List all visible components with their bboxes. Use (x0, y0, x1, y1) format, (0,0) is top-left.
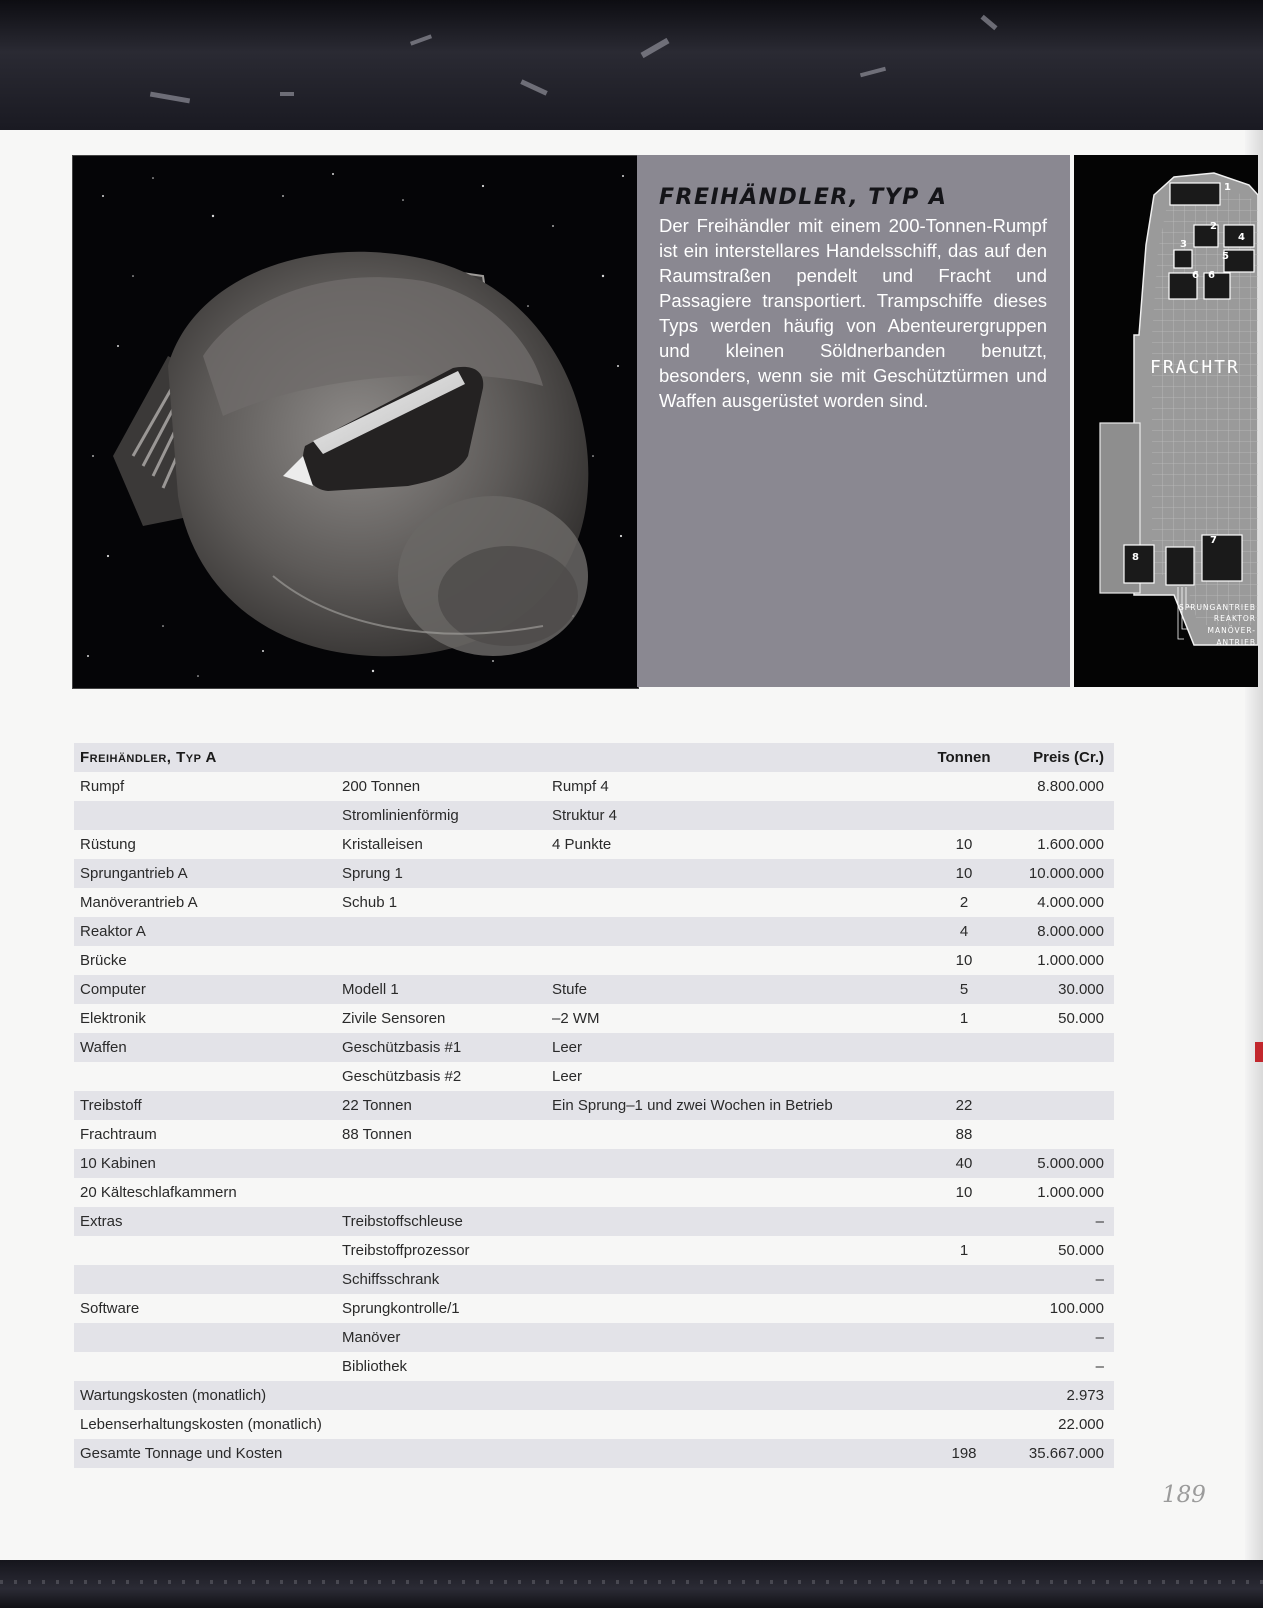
deckplan-room-6a: 6 (1192, 270, 1199, 281)
table-header-blank (546, 743, 918, 772)
summary-row-life-support (74, 1410, 1114, 1439)
deckplan-legend-drive: ANTRIEB (1216, 638, 1256, 647)
deckplan-room-4: 4 (1238, 232, 1245, 243)
article-title: FREIHÄNDLER, TYP A (659, 185, 948, 210)
cell-component: Computer (74, 975, 336, 1004)
cell-tons: 40 (918, 1149, 1010, 1178)
cell-detail (546, 1178, 918, 1207)
deckplan-room-1: 1 (1224, 182, 1231, 193)
cell-component: Rüstung (74, 830, 336, 859)
cell-price: 5.000.000 (1010, 1149, 1114, 1178)
cell-price: 4.000.000 (1010, 888, 1114, 917)
cell-component (74, 1323, 336, 1352)
cell-tons: 22 (918, 1091, 1010, 1120)
cell-spec (336, 1149, 546, 1178)
table-row (74, 1265, 1114, 1294)
cell-spec (336, 1178, 546, 1207)
cell-tons: 5 (918, 975, 1010, 1004)
cell-tons (918, 1294, 1010, 1323)
cell-tons: 2 (918, 888, 1010, 917)
summary-row-total (74, 1439, 1114, 1468)
cell-spec: Schub 1 (336, 888, 546, 917)
cell-price: 50.000 (1010, 1004, 1114, 1033)
cell-price (1010, 801, 1114, 830)
table-row (74, 1323, 1114, 1352)
cell-component: Software (74, 1294, 336, 1323)
table-row (74, 801, 1114, 830)
cell-tons (918, 1207, 1010, 1236)
cell-price (1010, 1120, 1114, 1149)
cell-tons: 10 (918, 859, 1010, 888)
table-row (74, 1207, 1114, 1236)
deckplan-legend-jump: SPRUNGANTRIEB (1178, 603, 1256, 612)
cell-detail: –2 WM (546, 1004, 918, 1033)
cell-detail: Rumpf 4 (546, 772, 918, 801)
cell-price: 22.000 (1010, 1410, 1114, 1439)
cell-spec: 200 Tonnen (336, 772, 546, 801)
cell-tons (918, 1352, 1010, 1381)
cell-detail: 4 Punkte (546, 830, 918, 859)
cell-detail (546, 1323, 918, 1352)
cell-price: 100.000 (1010, 1294, 1114, 1323)
cell-detail (546, 888, 918, 917)
cell-component: Reaktor A (74, 917, 336, 946)
cell-detail (546, 1207, 918, 1236)
cell-price (1010, 1033, 1114, 1062)
table-header-tons: Tonnen (918, 743, 1010, 772)
cell-tons (918, 1381, 1010, 1410)
cell-detail: Leer (546, 1062, 918, 1091)
table-row (74, 1178, 1114, 1207)
cell-spec: Zivile Sensoren (336, 1004, 546, 1033)
cell-tons: 4 (918, 917, 1010, 946)
table-header-price: Preis (Cr.) (1010, 743, 1114, 772)
cell-price: – (1010, 1265, 1114, 1294)
cell-detail (546, 1149, 918, 1178)
deckplan-room-8: 8 (1132, 552, 1139, 563)
cell-tons: 10 (918, 830, 1010, 859)
table-row (74, 917, 1114, 946)
table-header-ship: Freihändler, Typ A (74, 743, 336, 772)
table-row (74, 1004, 1114, 1033)
cell-detail (546, 1236, 918, 1265)
cell-price: 50.000 (1010, 1236, 1114, 1265)
cell-summary-label: Gesamte Tonnage und Kosten (74, 1439, 918, 1468)
cell-component: Extras (74, 1207, 336, 1236)
deckplan-room-2: 2 (1210, 221, 1217, 232)
table-header-row (74, 743, 1114, 772)
cell-detail (546, 1352, 918, 1381)
cell-spec: Treibstoffprozessor (336, 1236, 546, 1265)
header-space-image (0, 0, 1263, 130)
cell-tons (918, 772, 1010, 801)
ship-illustration (72, 155, 639, 689)
cell-tons: 1 (918, 1236, 1010, 1265)
cell-component (74, 1265, 336, 1294)
table-row (74, 1062, 1114, 1091)
cell-tons: 10 (918, 1178, 1010, 1207)
cell-detail: Ein Sprung–1 und zwei Wochen in Betrieb (546, 1091, 918, 1120)
cell-detail (546, 1265, 918, 1294)
cell-price (1010, 1062, 1114, 1091)
deckplan-room-5: 5 (1222, 251, 1229, 262)
table-row (74, 1091, 1114, 1120)
page-number: 189 (1162, 1482, 1206, 1508)
cell-spec: Sprung 1 (336, 859, 546, 888)
table-row (74, 830, 1114, 859)
table-row (74, 1236, 1114, 1265)
table-row (74, 859, 1114, 888)
cell-detail: Stufe (546, 975, 918, 1004)
cell-spec: Bibliothek (336, 1352, 546, 1381)
cell-component (74, 1352, 336, 1381)
deckplan-cargo-label: FRACHTR (1150, 357, 1240, 378)
cell-spec: Treibstoffschleuse (336, 1207, 546, 1236)
cell-component: Sprungantrieb A (74, 859, 336, 888)
table-row (74, 1033, 1114, 1062)
cell-tons: 88 (918, 1120, 1010, 1149)
cell-spec: Geschützbasis #2 (336, 1062, 546, 1091)
cell-component: 10 Kabinen (74, 1149, 336, 1178)
cell-price: 1.000.000 (1010, 946, 1114, 975)
cell-spec: Schiffsschrank (336, 1265, 546, 1294)
cell-tons (918, 801, 1010, 830)
cell-tons: 1 (918, 1004, 1010, 1033)
cell-summary-label: Lebenserhaltungskosten (monatlich) (74, 1410, 918, 1439)
table-row (74, 1352, 1114, 1381)
cell-component: Manöverantrieb A (74, 888, 336, 917)
summary-row-maintenance (74, 1381, 1114, 1410)
cell-detail (546, 917, 918, 946)
cell-spec: 88 Tonnen (336, 1120, 546, 1149)
cell-detail: Struktur 4 (546, 801, 918, 830)
footer-space-image (0, 1560, 1263, 1608)
table-row (74, 1294, 1114, 1323)
cell-tons (918, 1033, 1010, 1062)
cell-price: 8.800.000 (1010, 772, 1114, 801)
deckplan-room-7: 7 (1210, 535, 1217, 546)
cell-spec: Geschützbasis #1 (336, 1033, 546, 1062)
cell-price: 1.000.000 (1010, 1178, 1114, 1207)
cell-price: 10.000.000 (1010, 859, 1114, 888)
cell-spec: Manöver (336, 1323, 546, 1352)
cell-price: – (1010, 1352, 1114, 1381)
cell-component: Rumpf (74, 772, 336, 801)
cell-component: Elektronik (74, 1004, 336, 1033)
table-row (74, 946, 1114, 975)
cell-component (74, 1236, 336, 1265)
cell-detail (546, 946, 918, 975)
cell-detail: Leer (546, 1033, 918, 1062)
cell-component: 20 Kälteschlafkammern (74, 1178, 336, 1207)
cell-price (1010, 1091, 1114, 1120)
cell-component: Waffen (74, 1033, 336, 1062)
cell-component (74, 801, 336, 830)
cell-price: 30.000 (1010, 975, 1114, 1004)
ship-stats-table (74, 743, 1114, 1468)
deckplan-room-6b: 6 (1208, 270, 1215, 281)
table-row (74, 772, 1114, 801)
cell-component: Treibstoff (74, 1091, 336, 1120)
chapter-tab-marker (1255, 1042, 1263, 1062)
cell-tons: 198 (918, 1439, 1010, 1468)
cell-component (74, 1062, 336, 1091)
article-description: Der Freihändler mit einem 200-Tonnen-Rumpf ist ein interstellares Handelsschiff, das auf den Raumstraßen pendelt und Fracht und Passagiere transportiert. Trampschiffe dieses Typs werden häufig von Abenteurergruppen und kleinen Söldnerbanden benutzt, besonders, wenn sie mit Geschütztürmen und Waffen ausgerüstet worden sind. (659, 215, 1047, 411)
cell-component: Frachtraum (74, 1120, 336, 1149)
cell-tons (918, 1265, 1010, 1294)
cell-price: 35.667.000 (1010, 1439, 1114, 1468)
cell-summary-label: Wartungskosten (monatlich) (74, 1381, 918, 1410)
cell-price: 2.973 (1010, 1381, 1114, 1410)
table-header-blank (336, 743, 546, 772)
cell-detail (546, 1294, 918, 1323)
cell-spec (336, 946, 546, 975)
cell-spec: Stromlinienförmig (336, 801, 546, 830)
table-row (74, 888, 1114, 917)
cell-detail (546, 1120, 918, 1149)
deck-plan-diagram (1074, 155, 1258, 687)
deckplan-room-3: 3 (1180, 239, 1187, 250)
cell-detail (546, 859, 918, 888)
deckplan-legend-maneuver: MANÖVER- (1207, 626, 1256, 635)
cell-spec: 22 Tonnen (336, 1091, 546, 1120)
cell-price: 8.000.000 (1010, 917, 1114, 946)
description-panel (637, 155, 1070, 687)
table-row (74, 1149, 1114, 1178)
cell-tons (918, 1062, 1010, 1091)
table-row (74, 975, 1114, 1004)
cell-tons (918, 1323, 1010, 1352)
cell-spec: Kristalleisen (336, 830, 546, 859)
cell-tons: 10 (918, 946, 1010, 975)
article-hero (72, 155, 1258, 687)
cell-price: – (1010, 1323, 1114, 1352)
cell-tons (918, 1410, 1010, 1439)
table-row (74, 1120, 1114, 1149)
cell-component: Brücke (74, 946, 336, 975)
cell-spec (336, 917, 546, 946)
deckplan-legend-reactor: REAKTOR (1213, 614, 1256, 623)
cell-price: 1.600.000 (1010, 830, 1114, 859)
cell-spec: Sprungkontrolle/1 (336, 1294, 546, 1323)
cell-spec: Modell 1 (336, 975, 546, 1004)
cell-price: – (1010, 1207, 1114, 1236)
